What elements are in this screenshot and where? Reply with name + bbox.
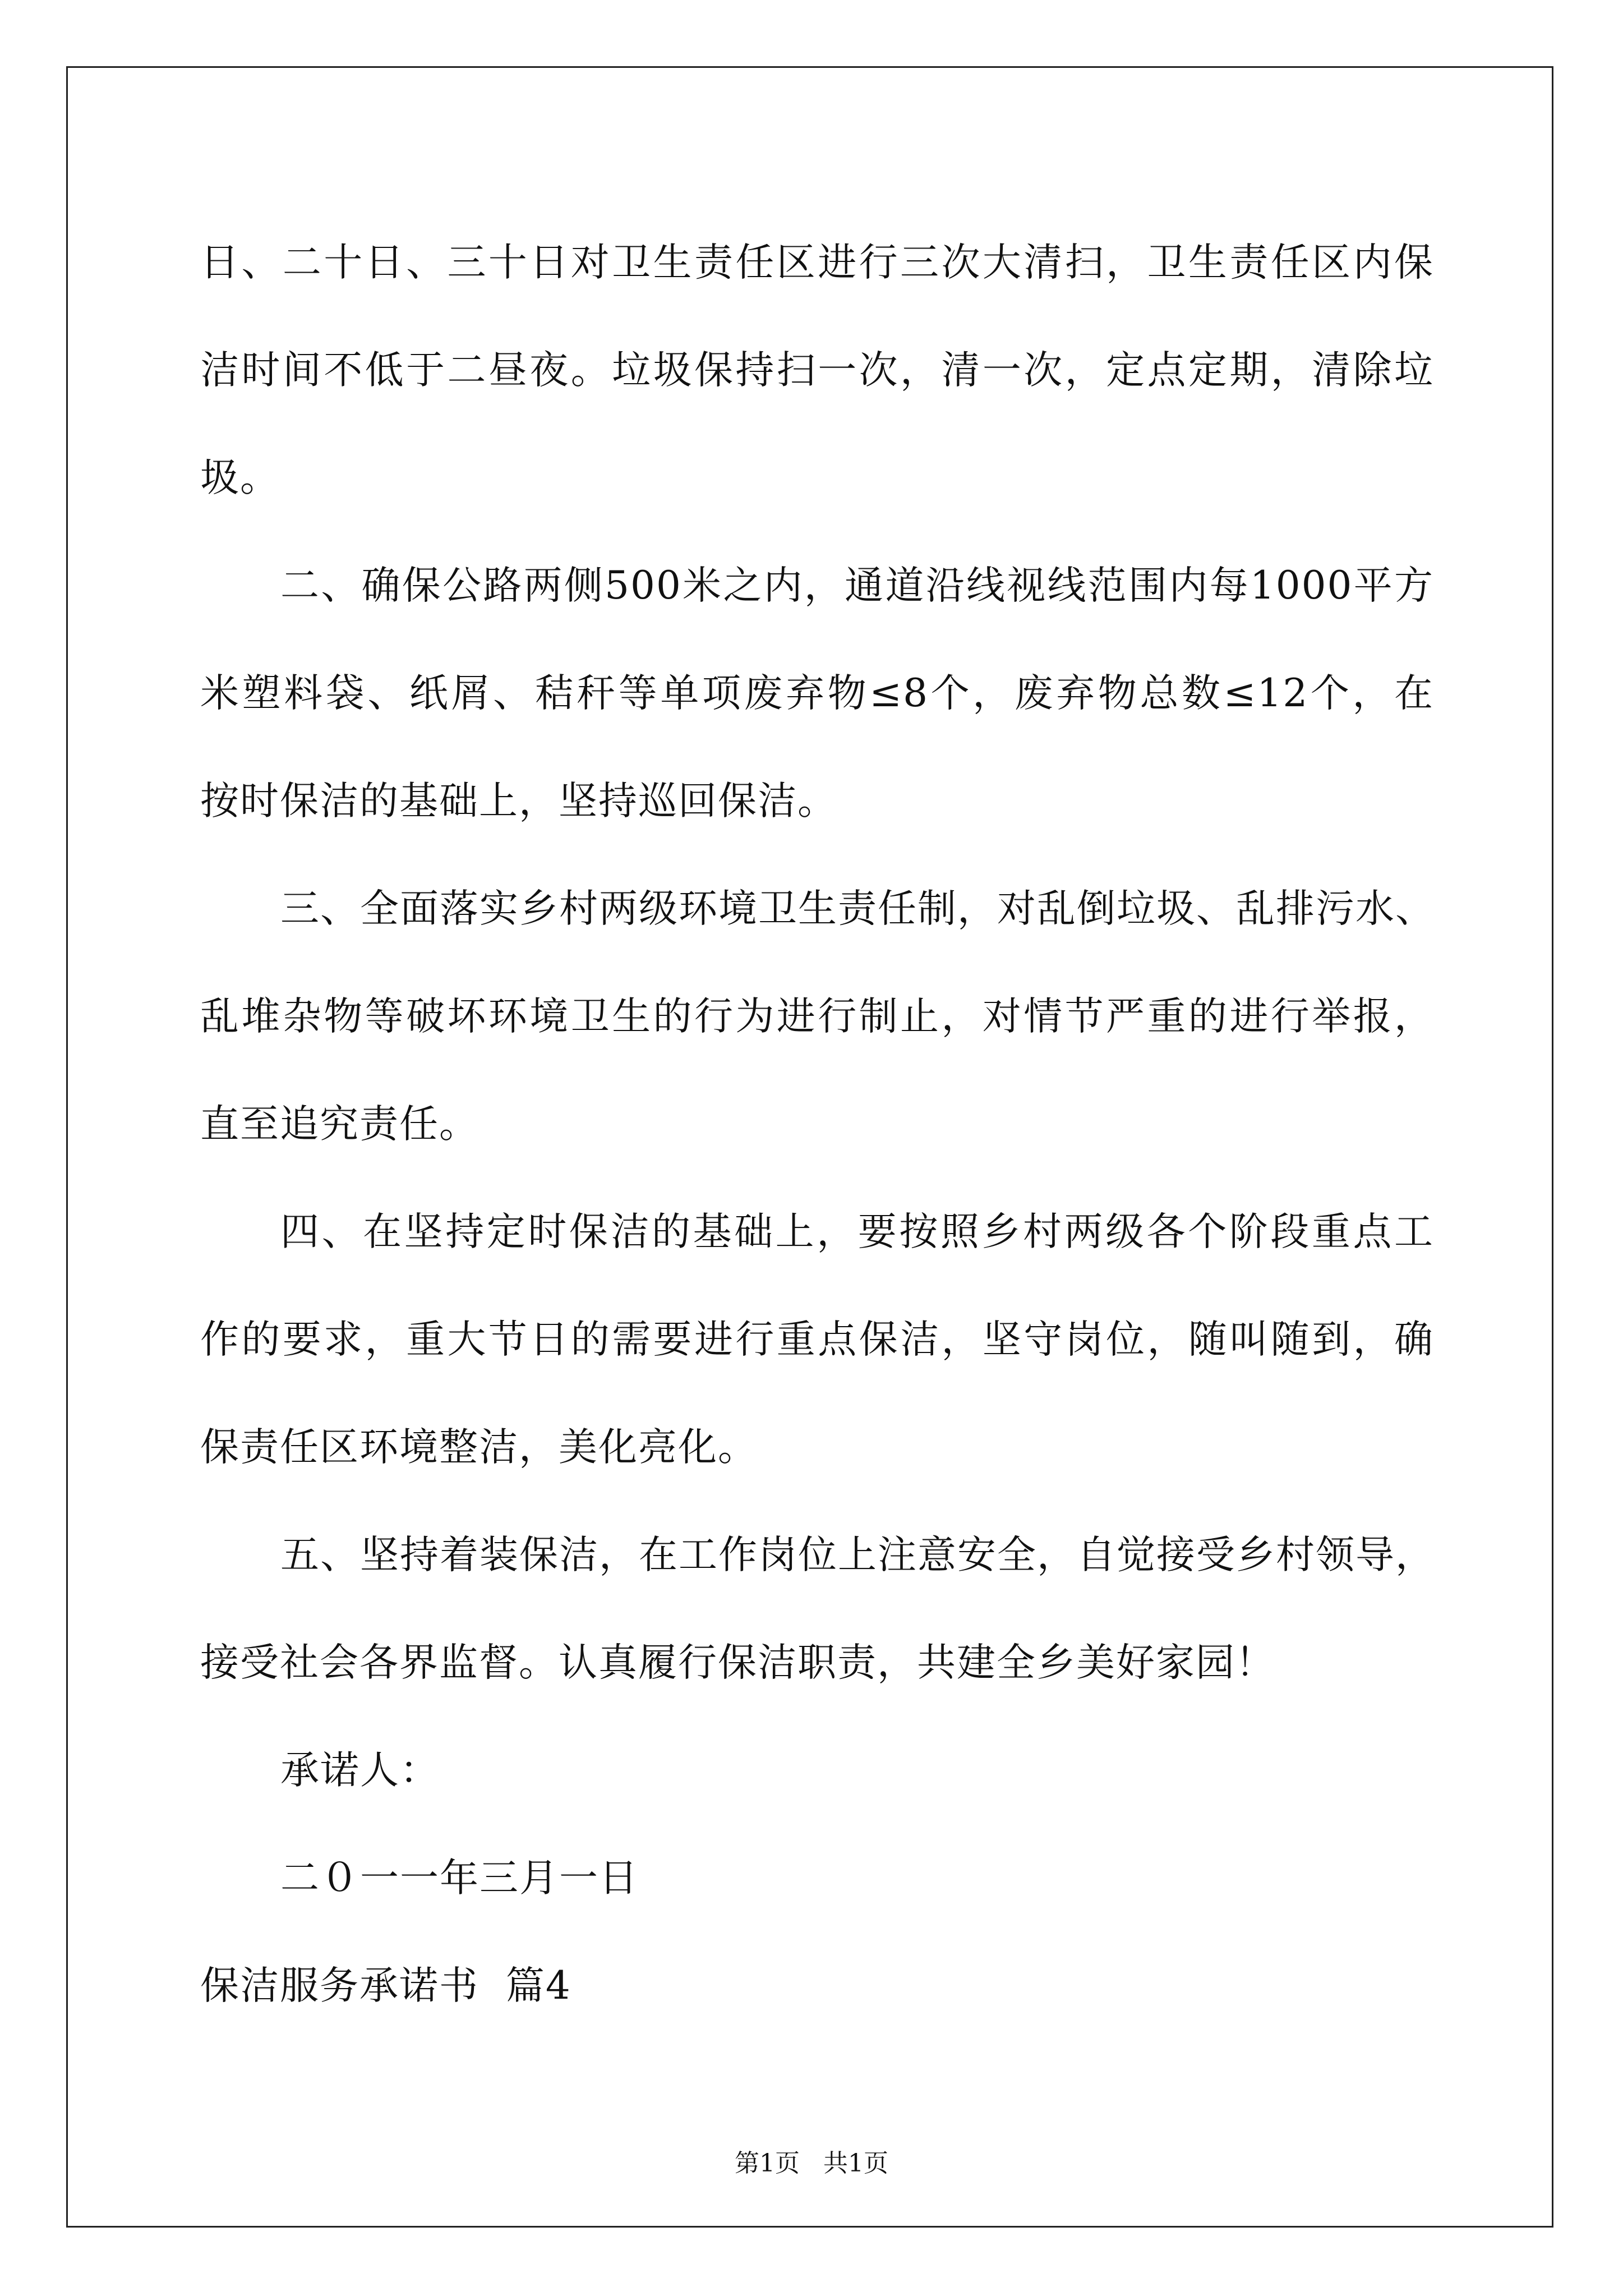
- date-line: 二０一一年三月一日: [280, 1856, 639, 1901]
- section-heading: 保洁服务承诺书 篇4: [200, 1963, 571, 2008]
- page-footer: 第1页 共1页: [735, 2149, 888, 2178]
- text-line: 日、二十日、三十日对卫生责任区进行三次大清扫，卫生责任区内保: [200, 240, 1434, 285]
- paragraph-2-line: 二、确保公路两侧500米之内，通道沿线视线范围内每1000平方: [280, 563, 1434, 608]
- text-line: 圾。: [200, 455, 280, 500]
- text-line: 保责任区环境整洁，美化亮化。: [200, 1425, 758, 1470]
- text-line: 接受社会各界监督。认真履行保洁职责，共建全乡美好家园！: [200, 1640, 1275, 1685]
- text-line: 米塑料袋、纸屑、秸秆等单项废弃物≤8个，废弃物总数≤12个，在: [200, 671, 1434, 716]
- text-line: 洁时间不低于二昼夜。垃圾保持扫一次，清一次，定点定期，清除垃: [200, 348, 1434, 393]
- paragraph-3-line: 三、全面落实乡村两级环境卫生责任制，对乱倒垃圾、乱排污水、: [280, 886, 1435, 931]
- paragraph-5-line: 五、坚持着装保洁，在工作岗位上注意安全，自觉接受乡村领导，: [280, 1533, 1435, 1577]
- text-line: 作的要求，重大节日的需要进行重点保洁，坚守岗位，随叫随到，确: [200, 1317, 1434, 1362]
- text-line: 按时保洁的基础上，坚持巡回保洁。: [200, 779, 837, 823]
- text-line: 直至追究责任。: [200, 1102, 479, 1147]
- signer-label: 承诺人：: [280, 1748, 440, 1793]
- paragraph-4-line: 四、在坚持定时保洁的基础上，要按照乡村两级各个阶段重点工: [280, 1209, 1434, 1254]
- text-line: 乱堆杂物等破坏环境卫生的行为进行制止，对情节严重的进行举报，: [200, 994, 1434, 1039]
